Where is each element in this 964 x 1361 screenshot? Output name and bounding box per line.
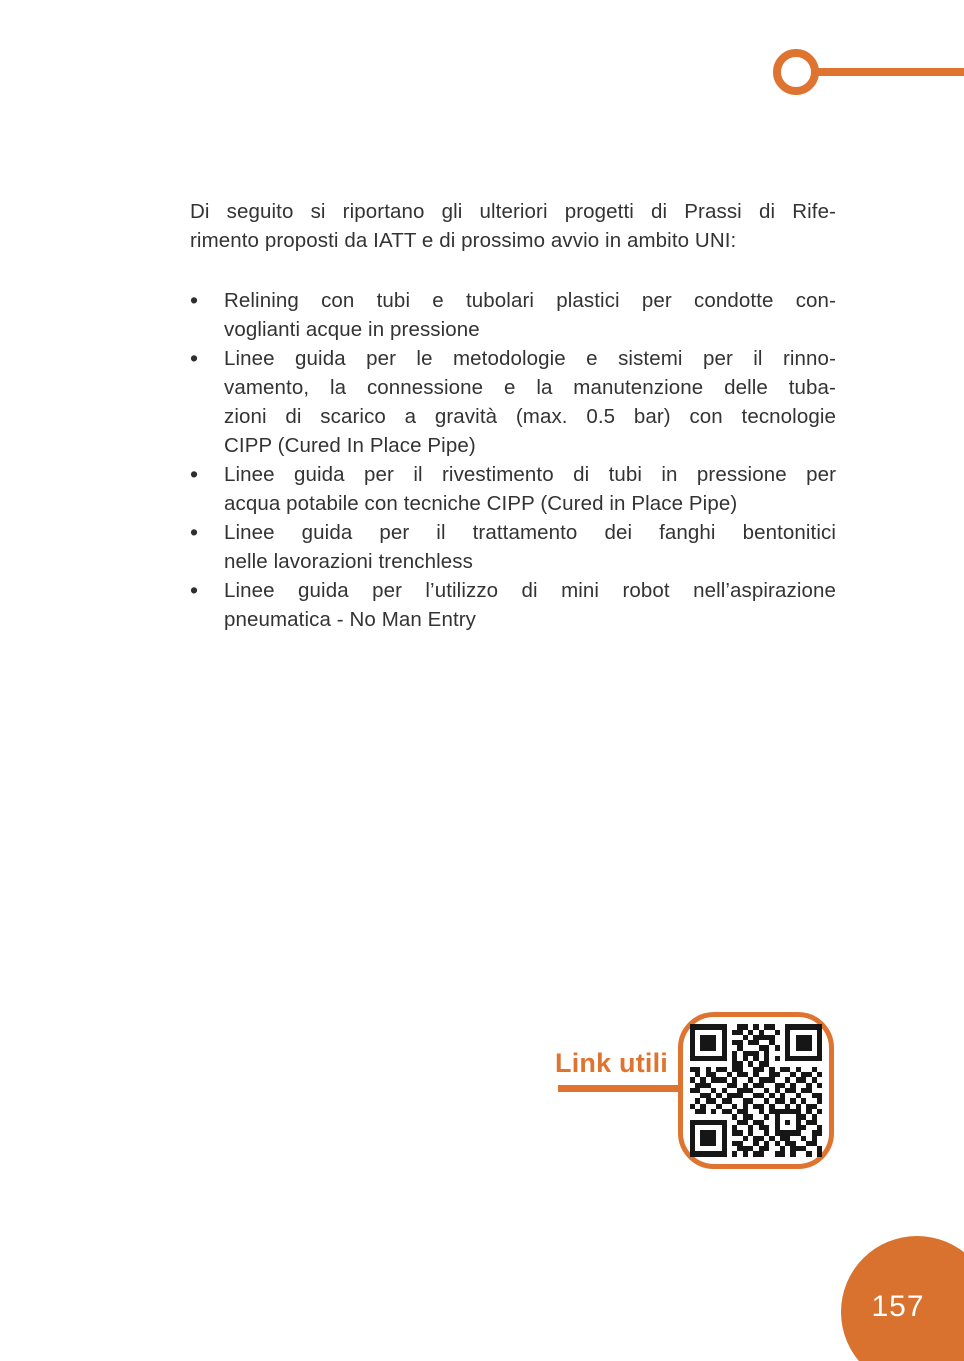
intro-line: rimento proposti da IATT e di prossimo avvio in ambito UNI: [190, 229, 737, 252]
body-content [190, 197, 836, 634]
list-item-line: vamento, la connessione e la manutenzione delle tuba- [224, 376, 836, 399]
qr-code-icon [690, 1024, 822, 1156]
list-item-line: Linee guida per il trattamento dei fanghi bentonitici [224, 521, 836, 544]
list-item-line: zioni di scarico a gravità (max. 0.5 bar) con tecnologie [224, 405, 836, 428]
bullet-icon: • [190, 287, 199, 313]
list-item-line: acqua potabile con tecniche CIPP (Cured in Place Pipe) [224, 492, 738, 515]
intro-line: Di seguito si riportano gli ulteriori progetti di Prassi di Rife- [190, 200, 836, 223]
list-item-line: pneumatica - No Man Entry [224, 608, 477, 631]
decor-circle-icon [773, 49, 819, 95]
list-item-line: Relining con tubi e tubolari plastici per condotte con- [224, 289, 836, 312]
list-item-line: Linee guida per il rivestimento di tubi in pressione per [224, 463, 836, 486]
intro-paragraph [190, 197, 836, 255]
list-item [190, 286, 836, 344]
link-utili-underline [558, 1085, 684, 1092]
bullet-list [190, 286, 836, 634]
link-utili-label: Link utili [555, 1048, 668, 1078]
list-item [190, 344, 836, 460]
bullet-icon: • [190, 345, 199, 371]
bullet-icon: • [190, 577, 199, 603]
list-item-line: CIPP (Cured In Place Pipe) [224, 434, 476, 457]
list-item-line: voglianti acque in pressione [224, 318, 480, 341]
bullet-icon: • [190, 519, 199, 545]
qr-box [678, 1012, 834, 1169]
decor-rule [818, 68, 964, 76]
list-item-line: nelle lavorazioni trenchless [224, 550, 473, 573]
list-item-line: Linee guida per l’utilizzo di mini robot nell’aspirazione [224, 579, 836, 602]
bullet-icon: • [190, 461, 199, 487]
list-item [190, 518, 836, 576]
page-number: 157 [871, 1290, 925, 1323]
list-item [190, 576, 836, 634]
list-item-line: Linee guida per le metodologie e sistemi per il rinno- [224, 347, 836, 370]
list-item [190, 460, 836, 518]
qr-module [817, 1151, 822, 1156]
